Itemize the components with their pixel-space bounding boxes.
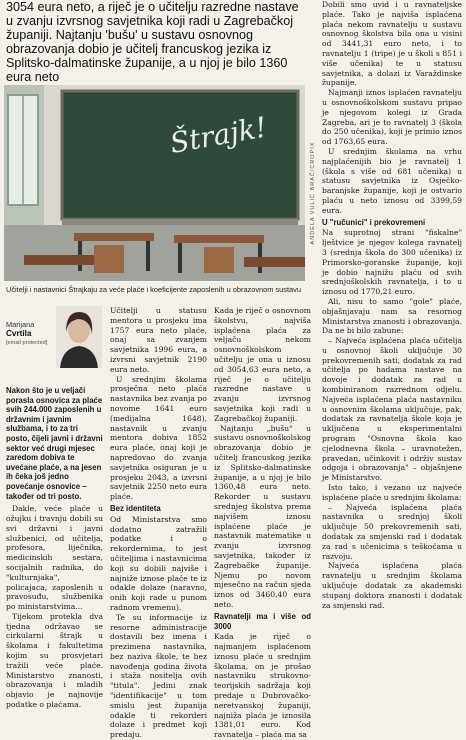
- classroom-photo: [4, 85, 305, 281]
- body-paragraph: Najveća isplaćena plaća ravnatelju u srednjim školama uključuje dodatak za akademski stupanj doktora znanosti i dodatak za smjenski rad.: [322, 561, 462, 610]
- author-block: [6, 306, 103, 382]
- author-portrait: [56, 306, 102, 368]
- body-paragraph: Ali, nisu to samo "gole" plaće, objašnjavaju nam sa resornog Ministarstva znanosti i obrazovanja. Da ne bi bilo zabune:: [322, 296, 462, 336]
- body-paragraph: Tijekom protekla dva tjedna održavao se cirkularni štrajk u školama i fakultetima kojim su prosvjetari tražili veće plaće. Ministarstvo znanosti, obrazovanja i mladih objavio je najnovije podatke o plaćama.: [6, 611, 103, 710]
- body-paragraph: – Najveća isplaćena plaća nastavnika u srednjoj školi uključuje 50 prekovremenih sati, dodatak za smjenski rad i dodatak za rad s učenicima s teškoćama u razvoju.: [322, 502, 462, 561]
- author-email: [email protected]: [6, 340, 48, 346]
- body-paragraph: Te su informacije iz resorne administracije dostavili bez imena i prezimena nastavnika, bez naziva škole, te bez navođenja godina života i staža nositelja ovih "titula". Jedini znak "identifikacije" u tom smislu jest županija odakle ti rekorderi dolaze i predmet koji predaju.: [110, 612, 207, 740]
- body-paragraph: – Najveća isplaćena plaća učitelja u osnovnoj školi uključuje 30 prekovremenih sati, dodatak za rad učitelja po hadama nastave na dovoje i dodatak za rad u kombiniranom razrednom odjelu. Najveća isplaćena plaća nastavniku u osnovnim školama uključuje, pak, dodatak za ravnatelja škole koja je uključena u eksperimentalni program "Osnovna škola kao cjelodnevna škola – uravnotežen, pravedan, učinkovit i održiv sustav odgoja i obrazovanja" – objašnjene je Ministarstvo.: [322, 336, 462, 483]
- article-column-2: [110, 306, 207, 740]
- author-first-name: Marijana: [6, 320, 35, 329]
- body-paragraph: Najtanju „bušu" u sustavu osnovnoškolskog obrazovanja dobio je učitelj francuskog jezika iz Splitsko-dalmatinske županije, a u njoj je bilo 1360,48 eura neto. Rekorder u sustavu srednjeg školstva prema najvišem iznosu isplaćene plaće je nastavnik matematike u zvanju izvrsnog savjetnika, također iz Zagrebačke županije. Njemu po novom mjesečno na račun sjeda iznos od 3460,40 eura neto.: [214, 423, 311, 609]
- body-paragraph: U srednjim školama prosječna neto plaća nastavnika bez zvanja po novome 1641 euro (medijalna 1648), nastavnik u zvanju mentora dobiva 1852 eura plaće, onaj koji je napredovao do zvanja savjetnika osiguran je u prosjeku 2043, a izvrsni savjetnik 2250 neto eura plaće.: [110, 374, 207, 502]
- body-paragraph: Dakle, veće plaće u ožujku i travnju dobili su svi državni i javni službenici, od učitelja, profesora, liječnika, medicinskih sestara, socijalnih radnika, do "kulturnjaka", policajaca, zaposlenih u pravosuđu, službenika po ministarstvima...: [6, 504, 103, 612]
- photo-caption: Učitelji i nastavnici Štrajkaju za veće plaće i koeficijente zaposlenih u obrazovnom sustavu: [6, 285, 301, 294]
- photo-credit: ANDELA VULIĆ BRAČ/CROPIX: [310, 141, 316, 245]
- section-heading: Bez identiteta: [110, 503, 161, 513]
- section-heading: Ravnatelji ma i više od 3000: [214, 611, 311, 631]
- classroom-image: [4, 85, 305, 281]
- body-paragraph: Najmanji iznos isplaćen ravnatelju u osnovnoškolskom sustavu pripao je njegovom kolegi iz Grada Zagreba, ari je to ravnatelj 3 (škola do 250 učenika), koji je primio iznos od 1763,65 eura.: [322, 88, 462, 147]
- body-paragraph: Dobili smo uvid i u ravnateljske plaće. Tako je najviša isplaćena plaća nekom ravnatelju u sustavu osnovnog školstva bila ona u visini od 3441,31 euro neto, i to ravnatelju 1 (tripe) je u školi s 851 i više učenika) te u statusu savjetnika, a dolazi iz Varaždinske županije.: [322, 0, 462, 88]
- body-paragraph: Kada je riječ o najmanjem isplaćenom iznosu plaće u srednjim školama, on je prošao nastavniku strukovno-teorijskih sadržaja koji predaje u Dubrovačko-neretvanskoj županiji, najniža plaća je iznosila 1381,01 euro. Kod ravnatelja – plaća ma sa: [214, 632, 311, 740]
- body-paragraph: Od Ministarstva smo dodatno zatražili podatke i o rekordernima, to jest učiteljima i nastavnicima koji su dobili najviše i najniže iznose plaće te iz odakle dolaze (naravno, onih koji rade u punom radnom vremenu).: [110, 514, 207, 612]
- article-column-1: [6, 386, 103, 710]
- intro-paragraph: Nakon što je u veljači porasla osnovica za plaće svih 244.000 zaposlenih u državnim i javnim službama, i to za tri posto, čijeli javni i državni sektor već drugi mjesec zaredom dobiva te uvećane plaće, a na jesen ih čeka još jedno povećanje osnovice – također od tri posto.: [6, 386, 103, 501]
- body-paragraph: Kada je riječ o osnovnom školstvu, najviša isplaćena plaća za veljaču nekom osnovnoškolskom učitelju je ona u iznosu od 3054,63 eura neto, a riječ je o učitelju razredne nastave u zvanju izvrsnog savjetnika koji radi u Zagrebačkoj županiji.: [214, 306, 311, 423]
- lead-paragraph: 3054 eura neto, a riječ je o učitelju razredne nastave u zvanju izvrsnog savjetnika koji radi u Zagrebačkoj županiji. Najtanju 'bušu' u sustavu osnovnog obrazovanja dobio je učitelj francuskog jezika iz Splitsko-dalmatinske županije, a u njoj je bilo 1360 eura neto: [6, 0, 299, 84]
- body-paragraph: Isto tako, i vezano uz najveće isplaćene plaće u srednjim školama:: [322, 483, 462, 502]
- body-paragraph: Na suprotnoj strani "fiskalne" lještvice je njegov kolega ravnatelj 3 (srednja škola do 300 učenika) iz Primorsko-goranske županije, koji je dobio najnižu plaću od svih srednjoškolskih ravnatelja, i to u iznosu od 1770,21 euro.: [322, 228, 462, 297]
- body-paragraph: U srednjim školama na vrhu najplaćenijih bio je ravnatelj 1 (škola s više od 681 učenika) u statusu savjetnika iz Osječko-baranjske županije, koji je ostvario plaću u neto iznosu od 3399,59 eura.: [322, 146, 462, 215]
- board-text: Štrajk!: [167, 110, 270, 160]
- author-last-name: Cvrtila: [6, 329, 32, 338]
- article-column-3: [214, 306, 311, 740]
- section-heading: U "ručunici" i prekovremeni: [322, 217, 426, 227]
- body-paragraph: Učitelji u statusu mentora u prosjeku ima 1757 eura neto plaće, onaj sa zvanjem savjetnika 1996 eura, a izvrsni savjetnik 2190 eura neto.: [110, 306, 207, 374]
- article-column-4: [322, 0, 462, 610]
